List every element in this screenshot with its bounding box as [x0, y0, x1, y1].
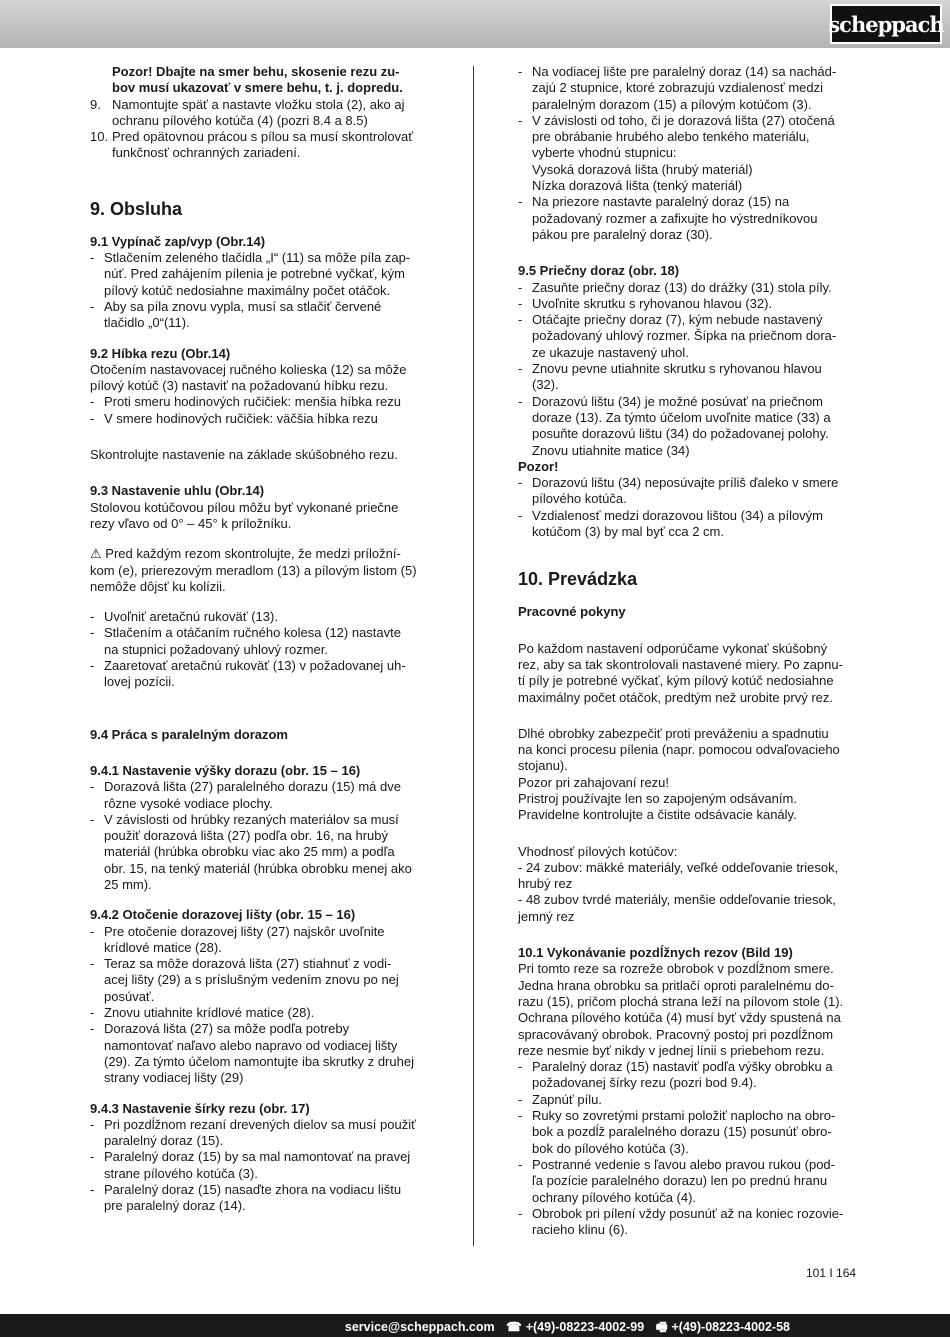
warning-text-line: kom (e), prierezovým meradlom (13) a pílovým listom (5) — [90, 562, 417, 578]
footer-phone[interactable]: +(49)-08223-4002-99 — [525, 1320, 645, 1334]
dash-bullet: - — [518, 64, 523, 79]
list-item — [518, 394, 858, 459]
fax-icon: 🖷 — [655, 1320, 668, 1334]
header-bar — [0, 0, 950, 48]
footer-bar — [0, 1314, 950, 1337]
dash-bullet: - — [518, 1156, 523, 1172]
list-item — [90, 1149, 430, 1182]
list-item — [518, 296, 858, 312]
list-item-line: materiál (hrúbka obrobku viac ako 25 mm) a podľa — [104, 844, 395, 860]
text-line: hrubý rez — [518, 876, 573, 892]
list-item — [90, 609, 430, 625]
list-item-line: bok a pozdĺž paralelného dorazu (15) posunúť obro- — [532, 1124, 832, 1140]
heading-9-4-2: 9.4.2 Otočenie dorazovej lišty (obr. 15 – 16) — [90, 907, 356, 923]
step-line: funkčnosť ochranných zariadení. — [112, 145, 301, 161]
list-item-line: ochrany pílového kotúča (4). — [532, 1189, 697, 1205]
dash-bullet: - — [518, 393, 523, 409]
heading-9-1: 9.1 Vypínač zap/vyp (Obr.14) — [90, 233, 266, 249]
list-item-line: pákou pre paralelný doraz (30). — [532, 226, 713, 242]
para-10-1 — [518, 961, 858, 1059]
list-item — [90, 394, 430, 410]
list-item-line: pre paralelný doraz (14). — [104, 1198, 246, 1214]
dash-bullet: - — [90, 298, 95, 314]
list-9-4-1 — [90, 779, 430, 893]
dash-bullet: - — [518, 361, 523, 377]
step-number: 9. — [90, 96, 101, 112]
list-item-line: 25 mm). — [104, 876, 152, 892]
dash-bullet: - — [518, 475, 523, 491]
para-10-a — [518, 641, 858, 706]
dash-bullet: - — [90, 394, 95, 410]
list-item — [518, 194, 858, 243]
right-column — [518, 64, 858, 1238]
para-10-b — [518, 726, 858, 824]
list-item — [518, 1092, 858, 1108]
list-item-line: ľa pozície paralelného dorazu) len po prednú hranu — [532, 1173, 828, 1189]
warning-text-line: Pred každým rezom skontrolujte, že medzi príložní- — [105, 546, 401, 562]
list-item-line: paralelný doraz (15). — [104, 1133, 224, 1149]
list-item — [518, 1157, 858, 1206]
list-item-line: Paralelný doraz (15) nasaďte zhora na vodiacu lištu — [104, 1182, 402, 1198]
dash-bullet: - — [90, 1005, 95, 1021]
list-item-line: pre obrábanie hrubého alebo tenkého materiálu, — [532, 129, 810, 145]
list-item-line: posúvať. — [104, 988, 155, 1004]
warning-paragraph — [90, 546, 430, 595]
text-line: Pravidelne kontrolujte a čistite odsávacie kanály. — [518, 807, 797, 823]
list-item-line: Dorazová lišta (27) sa môže podľa potreby — [104, 1021, 350, 1037]
list-item-line: Paralelný doraz (15) by sa mal namontovať na pravej — [104, 1149, 411, 1165]
list-item — [518, 113, 858, 194]
list-item-line: použiť dorazová lišta (27) podľa obr. 16, na hrubý — [104, 828, 389, 844]
dash-bullet: - — [90, 410, 95, 426]
list-9-5 — [518, 280, 858, 459]
list-item-line: ze ukazuje nastavený uhol. — [532, 344, 689, 360]
list-9-5-pozor — [518, 475, 858, 540]
list-item-line: Aby sa píla znovu vypla, musí sa stlačiť červené — [104, 298, 382, 314]
list-item-line: rôzne vysoké vodiace plochy. — [104, 795, 273, 811]
list-item-line: Dorazová lišta (27) paralelného dorazu (15) má dve — [104, 779, 401, 795]
list-item — [90, 1117, 430, 1150]
list-9-4-2 — [90, 924, 430, 1087]
text-line: Otočením nastavovacej ručného kolieska (12) sa môže — [90, 361, 407, 377]
list-item-line: V smere hodinových ručičiek: väčšia híbka rezu — [104, 410, 378, 426]
dash-bullet: - — [90, 250, 95, 266]
dash-bullet: - — [90, 923, 95, 939]
list-9-2 — [90, 394, 430, 427]
list-item-line: Na vodiacej lište pre paralelný doraz (14) sa nachád- — [532, 64, 837, 79]
text-line: rezy vľavo od 0° – 45° k príložníku. — [90, 515, 292, 531]
list-item — [90, 658, 430, 691]
list-item-line: (29). Za týmto účelom namontujte iba skrutky z druhej — [104, 1053, 414, 1069]
dash-bullet: - — [90, 1116, 95, 1132]
footer-fax: +(49)-08223-4002-58 — [671, 1320, 790, 1334]
text-line: stojanu). — [518, 758, 568, 774]
text-line: Jedna hrana obrobku sa pritlačí oproti paralelnému do- — [518, 977, 834, 993]
text-line: reze nesmie byť nikdy v jednej línii s priebehom rezu. — [518, 1042, 825, 1058]
step-line: Pred opätovnou prácou s pílou sa musí skontrolovať — [112, 129, 414, 145]
list-10-1 — [518, 1059, 858, 1238]
text-line: spracovávaný obrobok. Pracovný postoj pri pozdĺžnom — [518, 1026, 834, 1042]
list-item-line: Uvoľnite skrutku s ryhovanou hlavou (32). — [532, 295, 773, 311]
list-item-line: Znovu pevne utiahnite skrutku s ryhovanou hlavou — [532, 361, 822, 377]
list-item-line: Na priezore nastavte paralelný doraz (15) na — [532, 194, 790, 210]
list-9-1 — [90, 250, 430, 331]
list-item — [518, 280, 858, 296]
dash-bullet: - — [518, 312, 523, 328]
dash-bullet: - — [518, 1108, 523, 1124]
list-item — [518, 508, 858, 541]
list-item — [90, 250, 430, 299]
heading-9-5: 9.5 Priečny doraz (obr. 18) — [518, 263, 680, 279]
list-item-line: Znovu utiahnite krídlové matice (28). — [104, 1005, 315, 1021]
list-item-line: strane pílového kotúča (3). — [104, 1165, 258, 1181]
list-item-line: Obrobok pri pílení vždy posunúť až na koniec rozovie- — [532, 1205, 844, 1221]
list-item-line: Stlačením a otáčaním ručného kolesa (12) nastavte — [104, 625, 401, 641]
list-item-line: tlačidlo „0“(11). — [104, 315, 190, 331]
list-item — [518, 1206, 858, 1239]
text-line: rez, aby sa tak skontrolovali nastavené miery. Po zapnu- — [518, 656, 843, 672]
para-9-2-check: Skontrolujte nastavenie na základe skúšobného rezu. — [90, 447, 398, 463]
phone-icon: ☎ — [506, 1320, 522, 1334]
list-item-line: požadovaný uhlový rozmer. Šípka na priečnom dora- — [532, 328, 837, 344]
text-line: Pri tomto reze sa rozreže obrobok v pozdĺžnom smere. — [518, 961, 834, 977]
pozor-label: Pozor! — [518, 458, 559, 474]
list-item-line: lovej pozícii. — [104, 674, 175, 690]
text-line: razu (15), pričom plochá strana leží na pílovom stole (1). — [518, 993, 844, 1009]
list-item-line: obr. 15, na tenký materiál (hrúbka obrobku menej ako — [104, 860, 412, 876]
dash-bullet: - — [518, 507, 523, 523]
list-item-line: Uvoľniť aretačnú rukoväť (13). — [104, 609, 278, 625]
list-item — [90, 299, 430, 332]
list-item — [518, 361, 858, 394]
text-line: - 24 zubov: mäkké materiály, veľké oddeľovanie triesok, — [518, 859, 839, 875]
dash-bullet: - — [90, 779, 95, 795]
numbered-step — [90, 97, 430, 130]
text-line: Vhodnosť pílových kotúčov: — [518, 843, 678, 859]
dash-bullet: - — [518, 279, 523, 295]
list-item-line: Vysoká dorazová lišta (hrubý materiál) — [532, 161, 753, 177]
scheppach-logo: scheppach — [830, 4, 942, 44]
list-item-line: Znovu utiahnite matice (34) — [532, 442, 690, 458]
list-item-line: posuňte dorazovú lištu (34) do požadovanej polohy. — [532, 426, 829, 442]
list-item-line: Otáčajte priečny doraz (7), kým nebude nastavený — [532, 312, 823, 328]
list-item — [90, 1021, 430, 1086]
list-item-line: strany vodiacej lišty (29) — [104, 1070, 244, 1086]
list-item — [90, 812, 430, 893]
dash-bullet: - — [518, 112, 523, 128]
list-item-line: namontovať naľavo alebo napravo od vodiacej lišty — [104, 1037, 398, 1053]
list-item-line: požadovanej šírky rezu (pozri bod 9.4). — [532, 1075, 757, 1091]
para-9-2 — [90, 362, 430, 395]
list-item-line: (32). — [532, 377, 559, 393]
heading-9-4-3: 9.4.3 Nastavenie šírky rezu (obr. 17) — [90, 1100, 310, 1116]
list-item-line: Ruky so zovretými prstami položiť naplocho na obro- — [532, 1108, 836, 1124]
list-item-line: pílový kotúč nedosiahne maximálny počet otáčok. — [104, 282, 391, 298]
list-item-line: acej lišty (29) a s príslušným vedením znovu po nej — [104, 972, 399, 988]
text-line: Pozor pri zahajovaní rezu! — [518, 774, 670, 790]
heading-pracovne-pokyny: Pracovné pokyny — [518, 604, 626, 620]
list-item — [518, 312, 858, 361]
list-item — [518, 475, 858, 508]
list-item — [518, 1108, 858, 1157]
list-item-line: V závislosti od toho, či je dorazová lišta (27) otočená — [532, 112, 835, 128]
steps-list — [90, 97, 430, 162]
step-line: ochranu pílového kotúča (4) (pozri 8.4 a 8.5) — [112, 112, 368, 128]
list-item — [90, 1005, 430, 1021]
list-item-line: na stupnici požadovaný uhlový rozmer. — [104, 641, 329, 657]
dash-bullet: - — [518, 1059, 523, 1075]
para-10-c — [518, 844, 858, 925]
list-item-line: Zaaretovať aretačnú rukoväť (13) v požadovanej uh- — [104, 658, 406, 674]
heading-9-3: 9.3 Nastavenie uhlu (Obr.14) — [90, 483, 265, 499]
list-item-line: Nízka dorazová lišta (tenký materiál) — [532, 178, 743, 194]
list-item-line: Dorazovú lištu (34) neposúvajte príliš ďaleko v smere — [532, 475, 839, 491]
list-item-line: Dorazovú lištu (34) je možné posúvať na priečnom — [532, 393, 824, 409]
heading-9-4: 9.4 Práca s paralelným dorazom — [90, 726, 288, 742]
list-item-line: núť. Pred zahájením pílenia je potrebné vyčkať, kým — [104, 266, 405, 282]
text-line: Ochrana pílového kotúča (4) musí byť vždy spustená na — [518, 1010, 841, 1026]
list-item-line: Paralelný doraz (15) nastaviť podľa výšky obrobku a — [532, 1059, 833, 1075]
list-item-line: Zapnúť pílu. — [532, 1091, 602, 1107]
text-line: Po každom nastavení odporúčame vykonať skúšobný — [518, 640, 828, 656]
step-line: Namontujte späť a nastavte vložku stola (2), ako aj — [112, 96, 405, 112]
text-line: Pozor! Dbajte na smer behu, skosenie rezu zu- — [112, 64, 400, 79]
list-item-line: bok do pílového kotúča (3). — [532, 1140, 689, 1156]
dash-bullet: - — [90, 1149, 95, 1165]
step-number: 10. — [90, 129, 109, 145]
list-item-line: Postranné vedenie s ľavou alebo pravou rukou (pod- — [532, 1156, 835, 1172]
dash-bullet: - — [518, 194, 523, 210]
text-line: tí píly je potrebné vyčkať, kým pílový kotúč nedosiahne — [518, 673, 834, 689]
heading-10-1: 10.1 Vykonávanie pozdĺžnych rezov (Bild 19) — [518, 945, 793, 961]
text-line: - 48 zubov tvrdé materiály, menšie oddeľovanie triesok, — [518, 892, 836, 908]
list-item-line: Pre otočenie dorazovej lišty (27) najskôr uvoľnite — [104, 923, 385, 939]
page-number: 101 I 164 — [806, 1266, 857, 1280]
numbered-step — [90, 129, 430, 162]
dash-bullet: - — [518, 295, 523, 311]
dash-bullet: - — [90, 609, 95, 625]
list-item-line: pílového kotúča. — [532, 491, 627, 507]
dash-bullet: - — [90, 658, 95, 674]
text-line: Stolovou kotúčovou pílou môžu byť vykonané priečne — [90, 499, 399, 515]
text-line: Dlhé obrobky zabezpečiť proti preváženiu a spadnutiu — [518, 725, 829, 741]
text-line: Pristroj používajte len so zapojeným odsávaním. — [518, 790, 797, 806]
dash-bullet: - — [90, 1021, 95, 1037]
text-line: maximálny počet otáčok, predtým než urobite prvý rez. — [518, 689, 834, 705]
list-item — [518, 64, 858, 113]
dash-bullet: - — [518, 1205, 523, 1221]
warning-triangle-icon: ⚠ — [90, 546, 102, 562]
list-item-line: doraze (13). Za týmto účelom uvoľnite matice (33) a — [532, 409, 831, 425]
list-item-line: vyberte vhodnú stupnicu: — [532, 145, 677, 161]
left-column — [90, 64, 430, 1215]
section-title-obsluha: 9. Obsluha — [90, 198, 183, 219]
list-9-4-3-continued — [518, 64, 858, 243]
list-item-line: racieho klinu (6). — [532, 1222, 629, 1238]
list-item-line: V závislosti od hrúbky rezaných materiálov sa musí — [104, 811, 399, 827]
list-item-line: Proti smeru hodinových ručičiek: menšia híbka rezu — [104, 394, 401, 410]
warning-note — [90, 64, 430, 97]
dash-bullet: - — [90, 956, 95, 972]
heading-9-2: 9.2 Híbka rezu (Obr.14) — [90, 345, 231, 361]
list-item — [90, 956, 430, 1005]
list-item — [518, 1059, 858, 1092]
list-item-line: krídlové matice (28). — [104, 939, 222, 955]
list-item-line: kotúčom (3) by mal byť cca 2 cm. — [532, 524, 724, 540]
dash-bullet: - — [90, 625, 95, 641]
column-divider — [473, 66, 474, 1246]
list-item-line: Pri pozdĺžnom rezaní drevených dielov sa musí použiť — [104, 1116, 416, 1132]
dash-bullet: - — [90, 1182, 95, 1198]
warning-text-line: nemôže dôjsť ku kolízii. — [90, 578, 226, 594]
section-title-prevadzka: 10. Prevádzka — [518, 569, 638, 590]
dash-bullet: - — [90, 811, 95, 827]
footer-email[interactable]: service@scheppach.com — [344, 1320, 495, 1334]
list-item-line: Teraz sa môže dorazová lišta (27) stiahnuť z vodi- — [104, 956, 392, 972]
heading-9-4-1: 9.4.1 Nastavenie výšky dorazu (obr. 15 – 16) — [90, 762, 361, 778]
list-item-line: požadovaný rozmer a zafixujte ho výstredníkovou — [532, 210, 818, 226]
text-line: bov musí ukazovať v smere behu, t. j. dopredu. — [112, 80, 403, 96]
text-line: na konci procesu pílenia (napr. pomocou odvaľovacieho — [518, 742, 840, 758]
text-line: pílový kotúč (3) nastaviť na požadovanú híbku rezu. — [90, 378, 389, 394]
list-item — [90, 779, 430, 812]
list-item-line: zajú 2 stupnice, ktoré zobrazujú vzdialenosť medzi — [532, 80, 824, 96]
list-item — [90, 625, 430, 658]
list-item — [90, 924, 430, 957]
dash-bullet: - — [518, 1091, 523, 1107]
list-item-line: Stlačením zeleného tlačidla „I“ (11) sa môže píla zap- — [104, 250, 411, 266]
list-item — [90, 1182, 430, 1215]
list-item-line: Zasuňte priečny doraz (13) do drážky (31) stola píly. — [532, 279, 832, 295]
list-item-line: Vzdialenosť medzi dorazovou lištou (34) a pílovým — [532, 507, 824, 523]
list-item — [90, 411, 430, 427]
text-line: jemný rez — [518, 908, 575, 924]
para-9-3 — [90, 500, 430, 533]
list-9-3 — [90, 609, 430, 690]
list-item-line: paralelným dorazom (15) a pílovým kotúčom (3). — [532, 96, 812, 112]
list-9-4-3 — [90, 1117, 430, 1215]
